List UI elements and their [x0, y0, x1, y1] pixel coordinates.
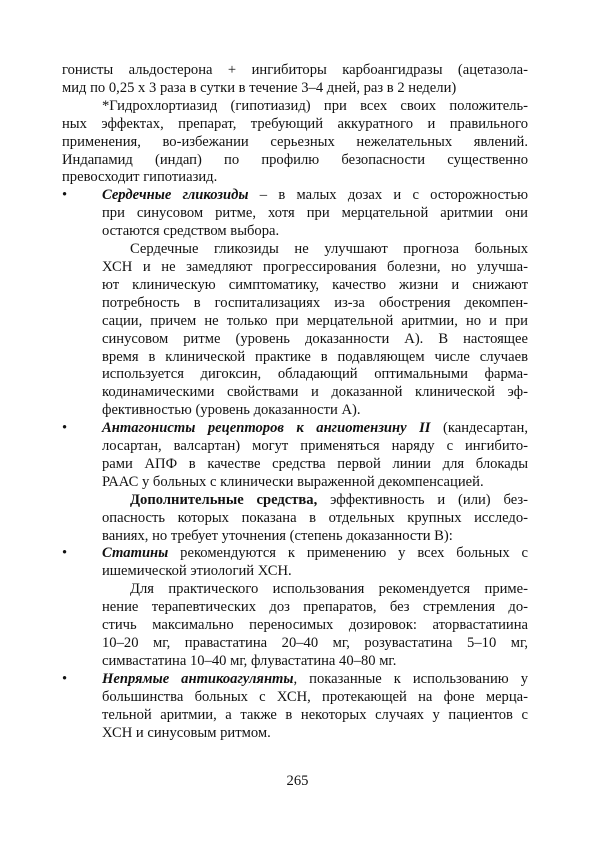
text-line: ХСН и не замедляют прогрессирования болезни, но улучша-	[102, 258, 528, 275]
bullet-marker: •	[62, 670, 68, 687]
page-number: 265	[286, 773, 309, 789]
text-line	[102, 671, 528, 689]
paragraph-aldosterone	[62, 62, 528, 98]
text-fragment: – в малых дозах и с осторожностью	[248, 187, 528, 204]
paragraph-glycosides-detail	[62, 241, 528, 420]
text-line: симвастатина 10–40 мг, флувастатина 40–80 мг.	[102, 652, 397, 669]
text-line: нение терапевтических доз препаратов, без стремления до-	[102, 599, 528, 616]
text-line: потребность в госпитализациях из-за обострения декомпен-	[102, 294, 528, 311]
text-line: превосходит гипотиазид.	[62, 169, 218, 186]
bullet-statins	[62, 545, 528, 581]
page-body	[62, 62, 528, 742]
text-line: ных эффектах, препарат, требующий аккуратного и правильного	[62, 115, 528, 132]
text-line: ХСН и синусовым ритмом.	[102, 724, 271, 741]
text-line: сации, причем не только при мерцательной аритмии, но и при	[102, 312, 528, 329]
text-line: ишемической этиологий ХСН.	[102, 563, 292, 580]
bullet-marker: •	[62, 545, 68, 562]
term-heading: Статины	[102, 545, 169, 562]
text-line	[102, 187, 528, 205]
term-heading: Сердечные гликозиды	[102, 187, 249, 204]
text-fragment: , показанные к использованию у	[293, 670, 528, 687]
bullet-indirect-anticoagulants	[62, 671, 528, 743]
bullet-angiotensin-antagonists	[62, 420, 528, 492]
text-line: при синусовом ритме, хотя при мерцательной аритмии они	[102, 205, 528, 222]
text-line: ваниях, но требует уточнения (степень доказанности В):	[102, 527, 453, 544]
text-line: ют клиническую симптоматику, качество жизни и снижают	[102, 276, 528, 293]
text-line: используется дигоксин, обладающий оптимальными фарма-	[102, 366, 528, 383]
bullet-marker: •	[62, 187, 68, 204]
text-line: мид по 0,25 х 3 раза в сутки в течение 3–4 дней, раз в 2 недели)	[62, 79, 457, 96]
text-line: время в клинической практике в подавляющем числе случаев	[102, 348, 528, 365]
text-fragment: (кандесартан,	[430, 420, 528, 437]
text-line: стичь максимально переносимых дозировок: аторвастатиина	[102, 617, 528, 634]
text-line	[102, 545, 528, 563]
text-line: 10–20 мг, правастатина 20–40 мг, розувастатина 5–10 мг,	[102, 635, 528, 651]
text-line: Для практического использования рекомендуется приме-	[130, 581, 528, 598]
text-line: опасность которых показана в отдельных крупных исследо-	[102, 509, 528, 526]
text-line: гонисты альдостерона + ингибиторы карбоангидразы (ацетазола-	[62, 62, 528, 78]
paragraph-hydrochlorothiazide	[62, 98, 528, 188]
text-line: синусовом ритме (уровень доказанности А). В настоящее	[102, 330, 528, 347]
term-heading: Дополнительные средства,	[130, 491, 318, 508]
text-line: кодинамическими свойствами и доказанной клинической эф-	[102, 384, 528, 401]
text-line: фективностью (уровень доказанности А).	[102, 402, 361, 419]
text-line	[102, 492, 528, 510]
text-line: тельной аритмии, а также в некоторых случаях у пациентов с	[102, 706, 528, 723]
text-line	[102, 420, 528, 438]
term-heading: Непрямые антикоагулянты	[102, 670, 294, 687]
term-heading: Антагонисты рецепторов к ангиотензину II	[102, 420, 431, 437]
text-line: *Гидрохлортиазид (гипотиазид) при всех своих положитель-	[102, 97, 528, 114]
text-line: применения, во-избежании серьезных нежелательных явлений.	[62, 133, 528, 150]
text-fragment: эффективность и (или) без-	[317, 491, 528, 508]
text-line: рами АПФ в качестве средства первой линии для блокады	[102, 455, 528, 472]
text-line: РААС у больных с клинически выраженной декомпенсацией.	[102, 473, 484, 490]
bullet-marker: •	[62, 420, 68, 437]
paragraph-additional-agents	[62, 492, 528, 546]
text-line: Индапамид (индап) по профилю безопасности существенно	[62, 151, 528, 168]
paragraph-statin-doses	[62, 581, 528, 671]
text-line: Сердечные гликозиды не улучшают прогноза больных	[130, 241, 528, 258]
text-line: лосартан, валсартан) могут применяться наряду с ингибито-	[102, 438, 528, 455]
text-line: остаются средством выбора.	[102, 223, 280, 240]
text-fragment: рекомендуются к применению у всех больных с	[168, 545, 528, 562]
bullet-cardiac-glycosides	[62, 187, 528, 241]
text-line: большинства больных с ХСН, протекающей на фоне мерца-	[102, 688, 528, 705]
